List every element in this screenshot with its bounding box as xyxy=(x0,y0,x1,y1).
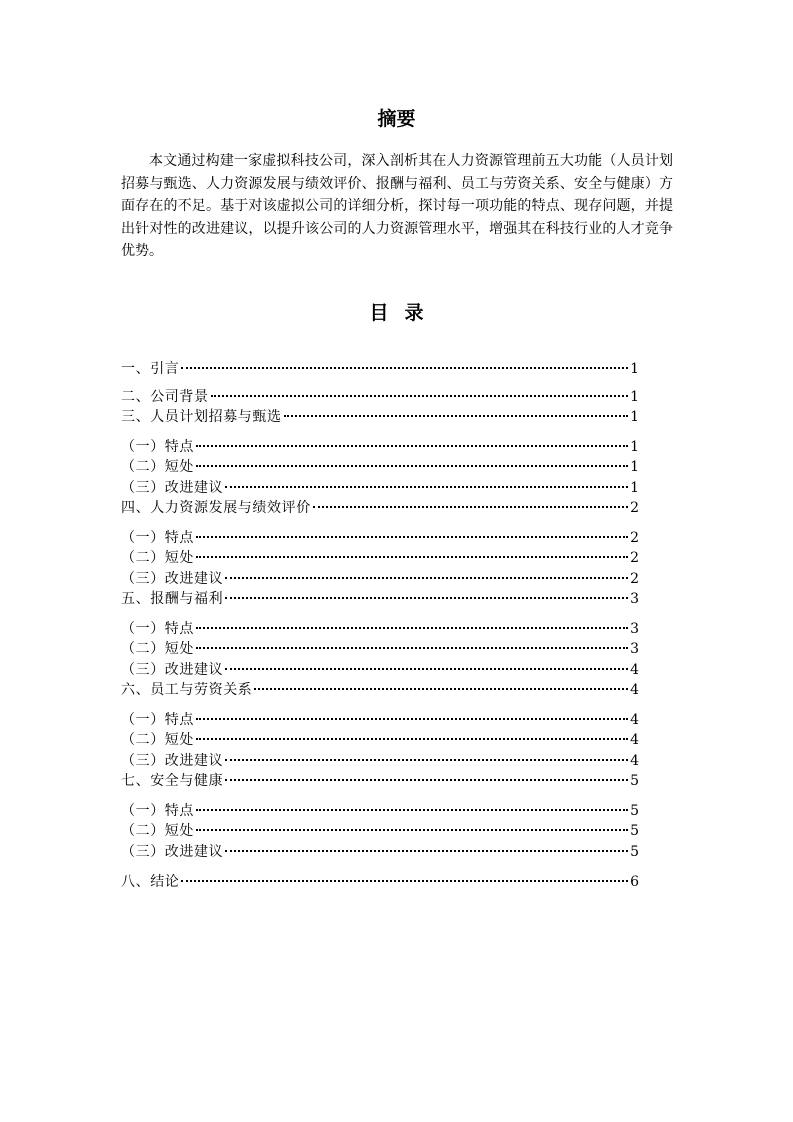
toc-entry-page: 5 xyxy=(630,773,639,789)
toc-entry-page: 4 xyxy=(630,682,639,698)
toc-leader-dots xyxy=(196,555,628,558)
toc-entry[interactable] xyxy=(121,679,639,699)
toc-entry[interactable] xyxy=(121,820,639,840)
toc-entry-page: 1 xyxy=(630,459,639,475)
toc-entry-label: 七、安全与健康 xyxy=(121,773,224,789)
toc-entry[interactable] xyxy=(121,729,639,749)
toc-entry[interactable] xyxy=(121,770,639,790)
toc-entry-page: 3 xyxy=(630,591,639,607)
toc-entry-label: （三）改进建议 xyxy=(121,571,224,587)
toc-entry-page: 3 xyxy=(630,621,639,637)
toc-entry-label: （一）特点 xyxy=(121,803,194,819)
toc-entry-page: 4 xyxy=(630,753,639,769)
toc-leader-dots xyxy=(196,717,628,720)
toc-title: 目录 xyxy=(369,302,440,324)
toc-leader-dots xyxy=(225,596,628,599)
toc-entry-page: 2 xyxy=(630,571,639,587)
toc-entry-page: 6 xyxy=(630,874,639,890)
toc-entry[interactable] xyxy=(121,477,639,497)
toc-entry-page: 1 xyxy=(630,361,639,377)
toc-entry-label: 二、公司背景 xyxy=(121,389,209,405)
toc-leader-dots xyxy=(196,646,628,649)
toc-entry-label: 六、员工与劳资关系 xyxy=(121,682,253,698)
toc-entry-label: 八、结论 xyxy=(121,874,180,890)
toc-leader-dots xyxy=(196,626,628,629)
toc-leader-dots xyxy=(284,414,628,417)
toc-leader-dots xyxy=(196,808,628,811)
toc-entry[interactable] xyxy=(121,638,639,658)
toc-leader-dots xyxy=(225,576,628,579)
toc-entry-label: 三、人员计划招募与甄选 xyxy=(121,409,282,425)
toc-leader-dots xyxy=(196,828,628,831)
toc-entry-page: 5 xyxy=(630,823,639,839)
toc-entry[interactable] xyxy=(121,386,639,406)
toc-entry[interactable] xyxy=(121,406,639,426)
abstract-body: 本文通过构建一家虚拟科技公司，深入剖析其在人力资源管理前五大功能（人员计划招募与甄选、人力资源发展与绩效评价、报酬与福利、员工与劳资关系、安全与健康）方面存在的不足。基于对该虚拟公司的详细分析，探讨每一项功能的特点、现存问题，并提出针对性的改进建议，以提升该公司的人力资源管理水平，增强其在科技行业的人才竞争优势。 xyxy=(121,153,673,259)
toc-leader-dots xyxy=(225,758,628,761)
toc-entry-page: 4 xyxy=(630,712,639,728)
toc-entry-page: 5 xyxy=(630,803,639,819)
toc-entry-page: 3 xyxy=(630,641,639,657)
toc-entry[interactable] xyxy=(121,588,639,608)
toc-entry-page: 1 xyxy=(630,480,639,496)
toc-entry[interactable] xyxy=(121,497,639,517)
toc-entry[interactable] xyxy=(121,527,639,547)
toc-entry[interactable] xyxy=(121,659,639,679)
toc-entry[interactable] xyxy=(121,800,639,820)
toc-leader-dots xyxy=(225,485,628,488)
toc-entry-label: （三）改进建议 xyxy=(121,662,224,678)
toc-entry-label: （二）短处 xyxy=(121,459,194,475)
toc-entry[interactable] xyxy=(121,436,639,456)
toc-entry-label: （二）短处 xyxy=(121,641,194,657)
toc-entry-page: 2 xyxy=(630,500,639,516)
toc-entry-label: （二）短处 xyxy=(121,550,194,566)
toc-leader-dots xyxy=(196,535,628,538)
toc-entry-label: （三）改进建议 xyxy=(121,480,224,496)
toc-leader-dots xyxy=(313,505,628,508)
toc-entry-label: 一、引言 xyxy=(121,361,180,377)
toc-entry-label: （二）短处 xyxy=(121,823,194,839)
toc-leader-dots xyxy=(196,444,628,447)
toc-entry[interactable] xyxy=(121,709,639,729)
toc-entry[interactable] xyxy=(121,871,639,891)
toc-leader-dots xyxy=(211,394,628,397)
toc-entry-label: 四、人力资源发展与绩效评价 xyxy=(121,500,311,516)
toc-leader-dots xyxy=(225,667,628,670)
toc-entry[interactable] xyxy=(121,750,639,770)
toc-entry[interactable] xyxy=(121,547,639,567)
toc-leader-dots xyxy=(181,366,628,369)
toc-entry-page: 1 xyxy=(630,409,639,425)
toc-entry-page: 1 xyxy=(630,389,639,405)
toc-leader-dots xyxy=(225,778,628,781)
toc-entry-page: 2 xyxy=(630,550,639,566)
toc-entry-page: 1 xyxy=(630,439,639,455)
toc-leader-dots xyxy=(181,879,628,882)
toc-entry-label: （一）特点 xyxy=(121,530,194,546)
toc-leader-dots xyxy=(254,687,628,690)
toc-entry-label: （三）改进建议 xyxy=(121,753,224,769)
toc-entry-page: 4 xyxy=(630,662,639,678)
toc-entry[interactable] xyxy=(121,456,639,476)
toc-entry-label: （一）特点 xyxy=(121,439,194,455)
toc-entry-page: 5 xyxy=(630,844,639,860)
toc-entry-label: （一）特点 xyxy=(121,712,194,728)
toc-leader-dots xyxy=(196,737,628,740)
toc-leader-dots xyxy=(225,849,628,852)
toc-entry-label: （二）短处 xyxy=(121,732,194,748)
toc-entry-label: （三）改进建议 xyxy=(121,844,224,860)
toc-entry[interactable] xyxy=(121,358,639,378)
toc-leader-dots xyxy=(196,464,628,467)
toc-entry[interactable] xyxy=(121,841,639,861)
abstract-title: 摘要 xyxy=(377,108,416,130)
toc-entry[interactable] xyxy=(121,568,639,588)
toc-entry-label: （一）特点 xyxy=(121,621,194,637)
toc-entry-page: 2 xyxy=(630,530,639,546)
toc-entry[interactable] xyxy=(121,618,639,638)
toc-entry-page: 4 xyxy=(630,732,639,748)
toc-entry-label: 五、报酬与福利 xyxy=(121,591,224,607)
